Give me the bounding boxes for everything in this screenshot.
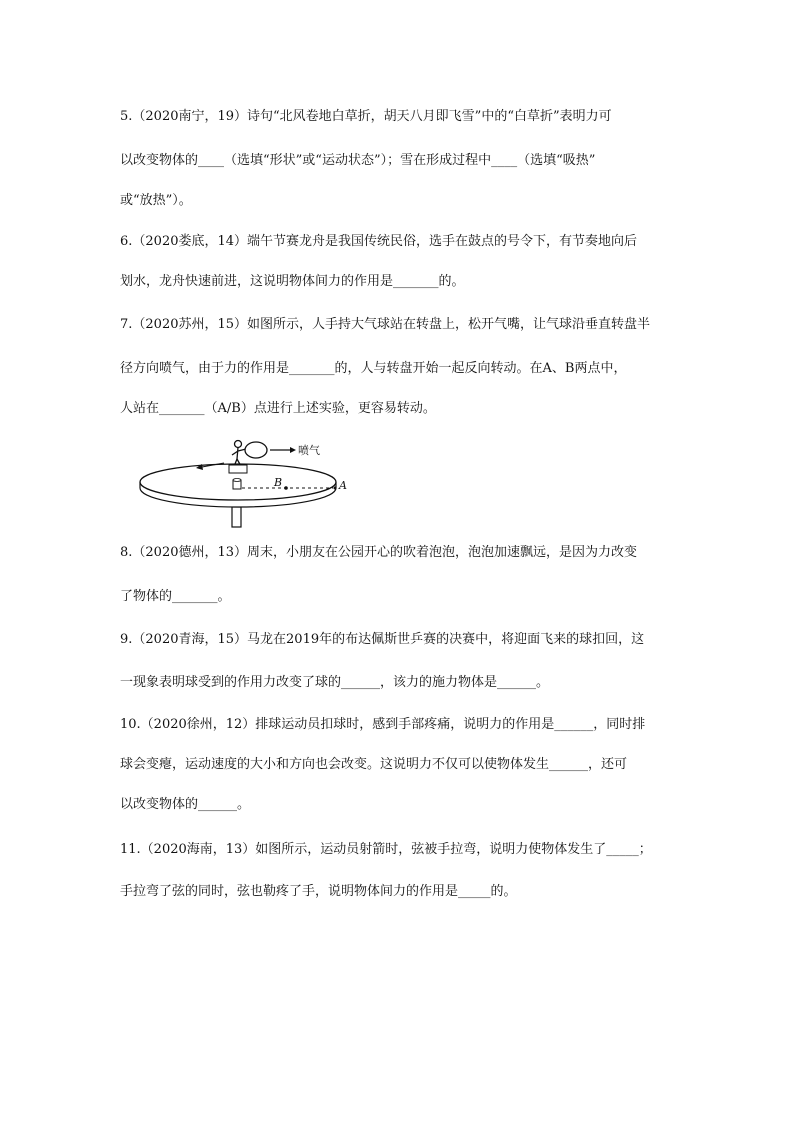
question-7-line-1: 7.（2020苏州，15）如图所示，人手持大气球站在转盘上，松开气嘴，让气球沿垂直转盘半 [120, 317, 651, 332]
question-6-line-1: 6.（2020娄底，14）端午节赛龙舟是我国传统民俗，选手在鼓点的号令下，有节奏地向后 [120, 234, 638, 249]
question-10-line-1: 10.（2020徐州，12）排球运动员扣球时，感到手部疼痛，说明力的作用是______，同时排 [120, 717, 646, 732]
spray-arrow-head-icon [290, 447, 296, 453]
question-5-line-2: 以改变物体的____（选填“形状”或“运动状态”）；雪在形成过程中____（选填“吸热” [120, 153, 596, 168]
turntable-diagram [138, 437, 348, 529]
question-7-line-2: 径方向喷气，由于力的作用是_______的，人与转盘开始一起反向转动。在A、B两点中， [120, 361, 627, 376]
question-5-line-1: 5.（2020南宁，19）诗句“北风卷地白草折，胡天八月即飞雪”中的“白草折”表明力可 [120, 109, 612, 124]
question-8-line-1: 8.（2020德州，13）周末，小朋友在公园开心的吹着泡泡，泡泡加速飘远，是因为力改变 [120, 545, 638, 560]
question-9-line-2: 一现象表明球受到的作用力改变了球的______，该力的施力物体是______。 [120, 675, 550, 690]
point-a [334, 487, 337, 490]
question-6-line-2: 划水，龙舟快速前进，这说明物体间力的作用是_______的。 [120, 274, 465, 289]
balloon-icon [245, 442, 267, 458]
question-8-line-2: 了物体的_______。 [120, 589, 231, 604]
question-10-line-3: 以改变物体的______。 [120, 797, 251, 812]
question-10-line-2: 球会变瘪，运动速度的大小和方向也会改变。这说明力不仅可以使物体发生______，还可 [120, 757, 628, 772]
question-11-line-1: 11.（2020海南，13）如图所示，运动员射箭时，弦被手拉弯，说明力使物体发生了_____； [120, 842, 652, 857]
point-b [284, 486, 288, 490]
person-icon [229, 441, 247, 474]
label-point-a: A [339, 479, 347, 492]
question-9-line-1: 9.（2020青海，15）马龙在2019年的布达佩斯世乒赛的决赛中，将迎面飞来的球扣回，这 [120, 632, 645, 647]
turntable-post [232, 507, 241, 527]
label-point-b: B [274, 476, 283, 489]
label-spray: 喷气 [298, 444, 320, 457]
question-7-line-3: 人站在_______（A/B）点进行上述实验，更容易转动。 [120, 401, 436, 416]
question-5-line-3: 或“放热”）。 [120, 193, 192, 208]
turntable-figure [138, 437, 348, 529]
center-axle-top [233, 479, 241, 482]
question-11-line-2: 手拉弯了弦的同时，弦也勒疼了手，说明物体间力的作用是_____的。 [120, 884, 517, 899]
